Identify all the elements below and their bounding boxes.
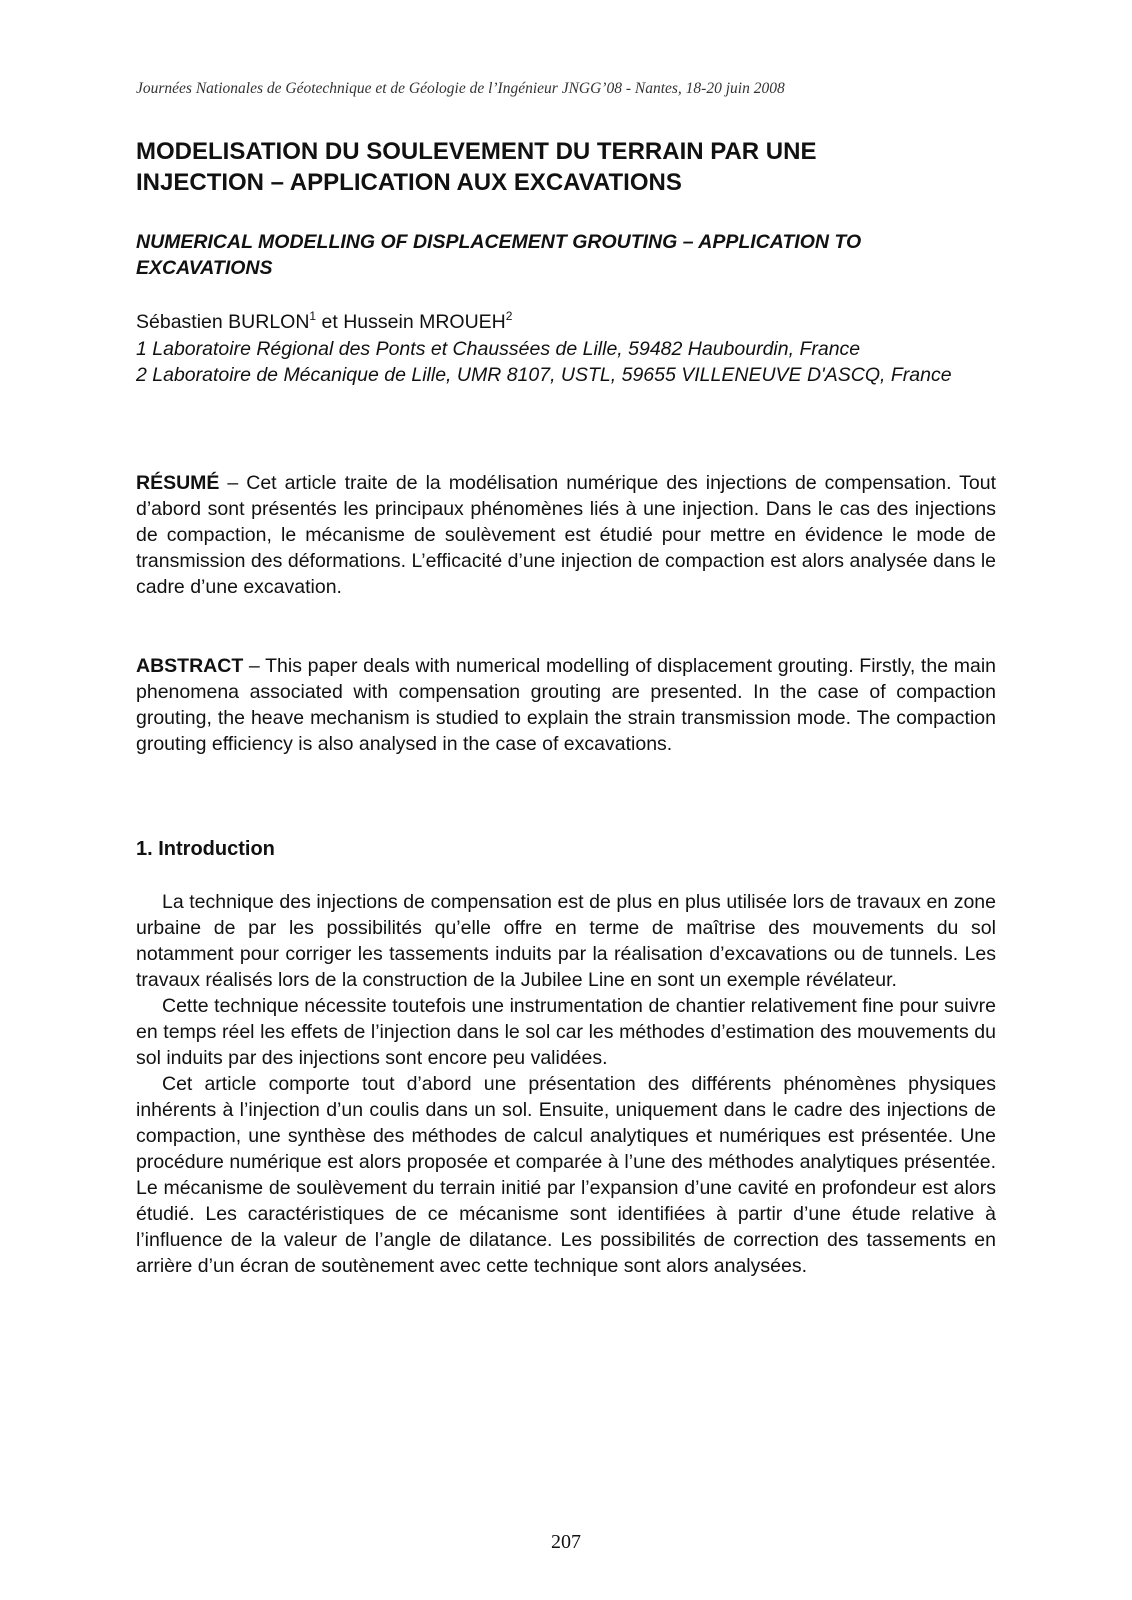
resume-label: RÉSUMÉ xyxy=(136,472,220,494)
author-2-affiliation-mark: 2 xyxy=(505,309,513,323)
abstract-label: ABSTRACT xyxy=(136,655,244,677)
intro-paragraph-2: Cette technique nécessite toutefois une instrumentation de chantier relativement fine pour suivre en temps réel les effets de l’injection dans le sol car les méthodes d’estimation des mouvements du sol induits par des injections sont encore peu validées. xyxy=(136,995,996,1069)
abstract-text: – This paper deals with numerical modelling of displacement grouting. Firstly, the main phenomena associated with compensation grouting are presented. In the case of compaction grouting, the heave mechanism is studied to explain the strain transmission mode. The compaction grouting efficiency is also analysed in the case of excavations. xyxy=(136,655,996,755)
intro-paragraph-1: La technique des injections de compensation est de plus en plus utilisée lors de travaux en zone urbaine de par les possibilités qu’elle offre en terme de maîtrise des mouvements du sol notamment pour corriger les tassements induits par la réalisation d’excavations ou de tunnels. Les travaux réalisés lors de la construction de la Jubilee Line en sont un exemple révélateur. xyxy=(136,891,996,991)
resume-text: – Cet article traite de la modélisation numérique des injections de compensation. Tout d’abord sont présentés les principaux phénomènes liés à une injection. Dans le cas des injections de compaction, le mécanisme de soulèvement est étudié pour mettre en évidence le mode de transmission des déformations. L’efficacité d’une injection de compaction est alors analysée dans le cadre d’une excavation. xyxy=(136,472,996,598)
title-line-2: INJECTION – APPLICATION AUX EXCAVATIONS xyxy=(136,169,682,196)
paper-title-fr xyxy=(136,136,996,198)
author-conjunction: et xyxy=(316,311,344,333)
author-2: Hussein MROUEH xyxy=(343,311,506,333)
paper-title-en: NUMERICAL MODELLING OF DISPLACEMENT GROUTING – APPLICATION TO EXCAVATIONS xyxy=(136,231,862,279)
author-line xyxy=(136,309,996,335)
abstract-paragraph xyxy=(136,653,996,757)
intro-paragraph-3: Cet article comporte tout d’abord une présentation des différents phénomènes physiques inhérents à l’injection d’un coulis dans un sol. Ensuite, uniquement dans le cadre des injections de compaction, une synthèse des méthodes de calcul analytiques et numériques est présentée. Une procédure numérique est alors proposée et comparée à l’une des méthodes analytiques présentée. Le mécanisme de soulèvement du terrain initié par l’expansion d’une cavité en profondeur est alors étudié. Les caractéristiques de ce mécanisme sont identifiées à partir d’une étude relative à l’influence de la valeur de l’angle de dilatance. Les possibilités de correction des tassements en arrière d’un écran de soutènement avec cette technique sont alors analysées. xyxy=(136,1073,996,1277)
introduction-body xyxy=(136,889,996,1279)
affiliation-1: 1 Laboratoire Régional des Ponts et Chaussées de Lille, 59482 Haubourdin, France xyxy=(136,338,861,360)
affiliation-2: 2 Laboratoire de Mécanique de Lille, UMR 8107, USTL, 59655 VILLENEUVE D'ASCQ, France xyxy=(136,364,952,386)
author-1-affiliation-mark: 1 xyxy=(309,309,317,323)
resume-paragraph xyxy=(136,470,996,600)
title-line-1: MODELISATION DU SOULEVEMENT DU TERRAIN PAR UNE xyxy=(136,138,817,165)
author-1: Sébastien BURLON xyxy=(136,311,310,333)
running-header: Journées Nationales de Géotechnique et de Géologie de l’Ingénieur JNGG’08 - Nantes, 18-20 juin 2008 xyxy=(136,80,785,97)
section-heading-introduction: 1. Introduction xyxy=(136,838,275,860)
page-number: 207 xyxy=(551,1531,581,1553)
